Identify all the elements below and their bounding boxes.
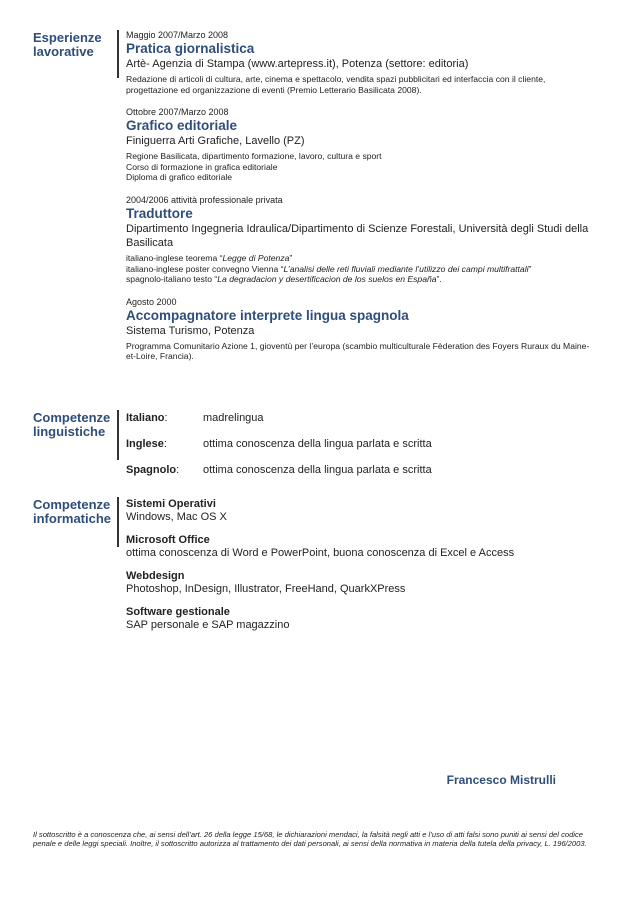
job-date: Maggio 2007/Marzo 2008 xyxy=(126,30,229,40)
translation-line xyxy=(126,264,596,275)
it-divider xyxy=(117,497,119,547)
translation-prefix: italiano-inglese poster convegno Vienna “ xyxy=(126,263,284,274)
translation-suffix: ” xyxy=(289,252,293,263)
translation-line xyxy=(126,253,596,264)
signature-name: Francesco Mistrulli xyxy=(446,773,556,787)
job-description-line: Diploma di grafico editoriale xyxy=(126,172,233,183)
translation-line xyxy=(126,274,596,285)
translation-suffix: ”. xyxy=(436,274,442,285)
it-skill xyxy=(126,570,596,596)
language-row xyxy=(126,463,596,489)
experience-divider xyxy=(117,30,119,78)
job-description-line: Regione Basilicata, dipartimento formazione, lavoro, cultura e sport xyxy=(126,151,382,162)
job-role: Accompagnatore interprete lingua spagnola xyxy=(126,307,409,323)
language-level: ottima conoscenza della lingua parlata e scritta xyxy=(203,464,432,476)
job-org: Finiguerra Arti Grafiche, Lavello (PZ) xyxy=(126,135,305,148)
it-skill-text: Windows, Mac OS X xyxy=(126,511,227,523)
job-date: Agosto 2000 xyxy=(126,296,177,307)
translation-suffix: ” xyxy=(528,263,532,274)
job-item xyxy=(126,195,596,285)
job-org: Artè- Agenzia di Stampa (www.artepress.it), Potenza (settore: editoria) xyxy=(126,58,469,70)
job-date: 2004/2006 attività professionale privata xyxy=(126,194,283,205)
it-skill-title: Microsoft Office xyxy=(126,534,210,546)
job-description: Programma Comunitario Azione 1, gioventù per l’europa (scambio multiculturale Fèderation des Foyers Ruraux du Maine-et-Loire, Francia). xyxy=(126,340,590,362)
job-description-line: Corso di formazione in grafica editoriale xyxy=(126,161,278,172)
translation-title: La degradacion y desertificacion de los suelos en España xyxy=(217,274,437,285)
languages-section-title: Competenze linguistiche xyxy=(33,410,111,439)
it-skill-text: ottima conoscenza di Word e PowerPoint, buona conoscenza di Excel e Access xyxy=(126,547,515,559)
job-date: Ottobre 2007/Marzo 2008 xyxy=(126,107,229,118)
it-skill-text: SAP personale e SAP magazzino xyxy=(126,619,290,631)
job-org: Sistema Turismo, Potenza xyxy=(126,324,255,337)
language-level: madrelingua xyxy=(203,412,264,424)
experience-section-title: Esperienze lavorative xyxy=(33,30,102,59)
language-row xyxy=(126,411,596,437)
it-skill-title: Webdesign xyxy=(126,570,185,582)
it-skill-title: Software gestionale xyxy=(126,606,230,618)
translation-title: L’analisi delle reti fluviali mediante l’utilizzo dei campi multifrattali xyxy=(283,263,529,274)
job-item xyxy=(126,297,596,362)
experience-list xyxy=(126,30,596,374)
job-role: Traduttore xyxy=(126,205,193,221)
language-name: Spagnolo: xyxy=(126,464,180,476)
job-item xyxy=(126,30,596,95)
language-name: Italiano: xyxy=(126,412,168,424)
languages-list xyxy=(126,411,596,489)
it-section-title: Competenze informatiche xyxy=(33,497,112,526)
language-row xyxy=(126,437,596,463)
privacy-disclaimer: Il sottoscritto è a conoscenza che, ai sensi dell’art. 26 della legge 15/68, le dichiarazioni mendaci, la falsità negli atti e l’uso di atti falsi sono puniti ai sensi del codice penale e delle leggi speciali. Inoltre, il sottoscritto autorizza al trattamento dei dati personali, ai sensi della normativa in materia della tutela della privacy, L. 196/2003. xyxy=(33,830,587,849)
job-role: Pratica giornalistica xyxy=(126,41,255,56)
translation-prefix: spagnolo-italiano testo “ xyxy=(126,274,218,285)
job-description xyxy=(126,151,596,183)
it-skill xyxy=(126,534,596,560)
it-skill xyxy=(126,606,596,632)
job-org: Dipartimento Ingegneria Idraulica/Dipartimento di Scienze Forestali, Università degli Studi della Basilicata xyxy=(126,222,589,249)
it-list xyxy=(126,498,596,642)
translation-prefix: italiano-inglese teorema “ xyxy=(126,252,223,263)
language-level: ottima conoscenza della lingua parlata e scritta xyxy=(203,438,432,450)
it-skill-title: Sistemi Operativi xyxy=(126,498,216,510)
translation-title: Legge di Potenza xyxy=(222,252,290,263)
it-skill xyxy=(126,498,596,524)
it-skill-text: Photoshop, InDesign, Illustrator, FreeHand, QuarkXPress xyxy=(126,583,406,595)
language-name: Inglese: xyxy=(126,438,167,450)
job-description: Redazione di articoli di cultura, arte, cinema e spettacolo, vendita spazi pubblicitari ed interfaccia con il cliente, progettazione ed organizzazione di eventi (Premio Letterario Basilicata 2008). xyxy=(126,74,546,95)
job-description xyxy=(126,253,596,285)
job-item xyxy=(126,107,596,183)
languages-divider xyxy=(117,410,119,460)
job-role: Grafico editoriale xyxy=(126,118,238,134)
